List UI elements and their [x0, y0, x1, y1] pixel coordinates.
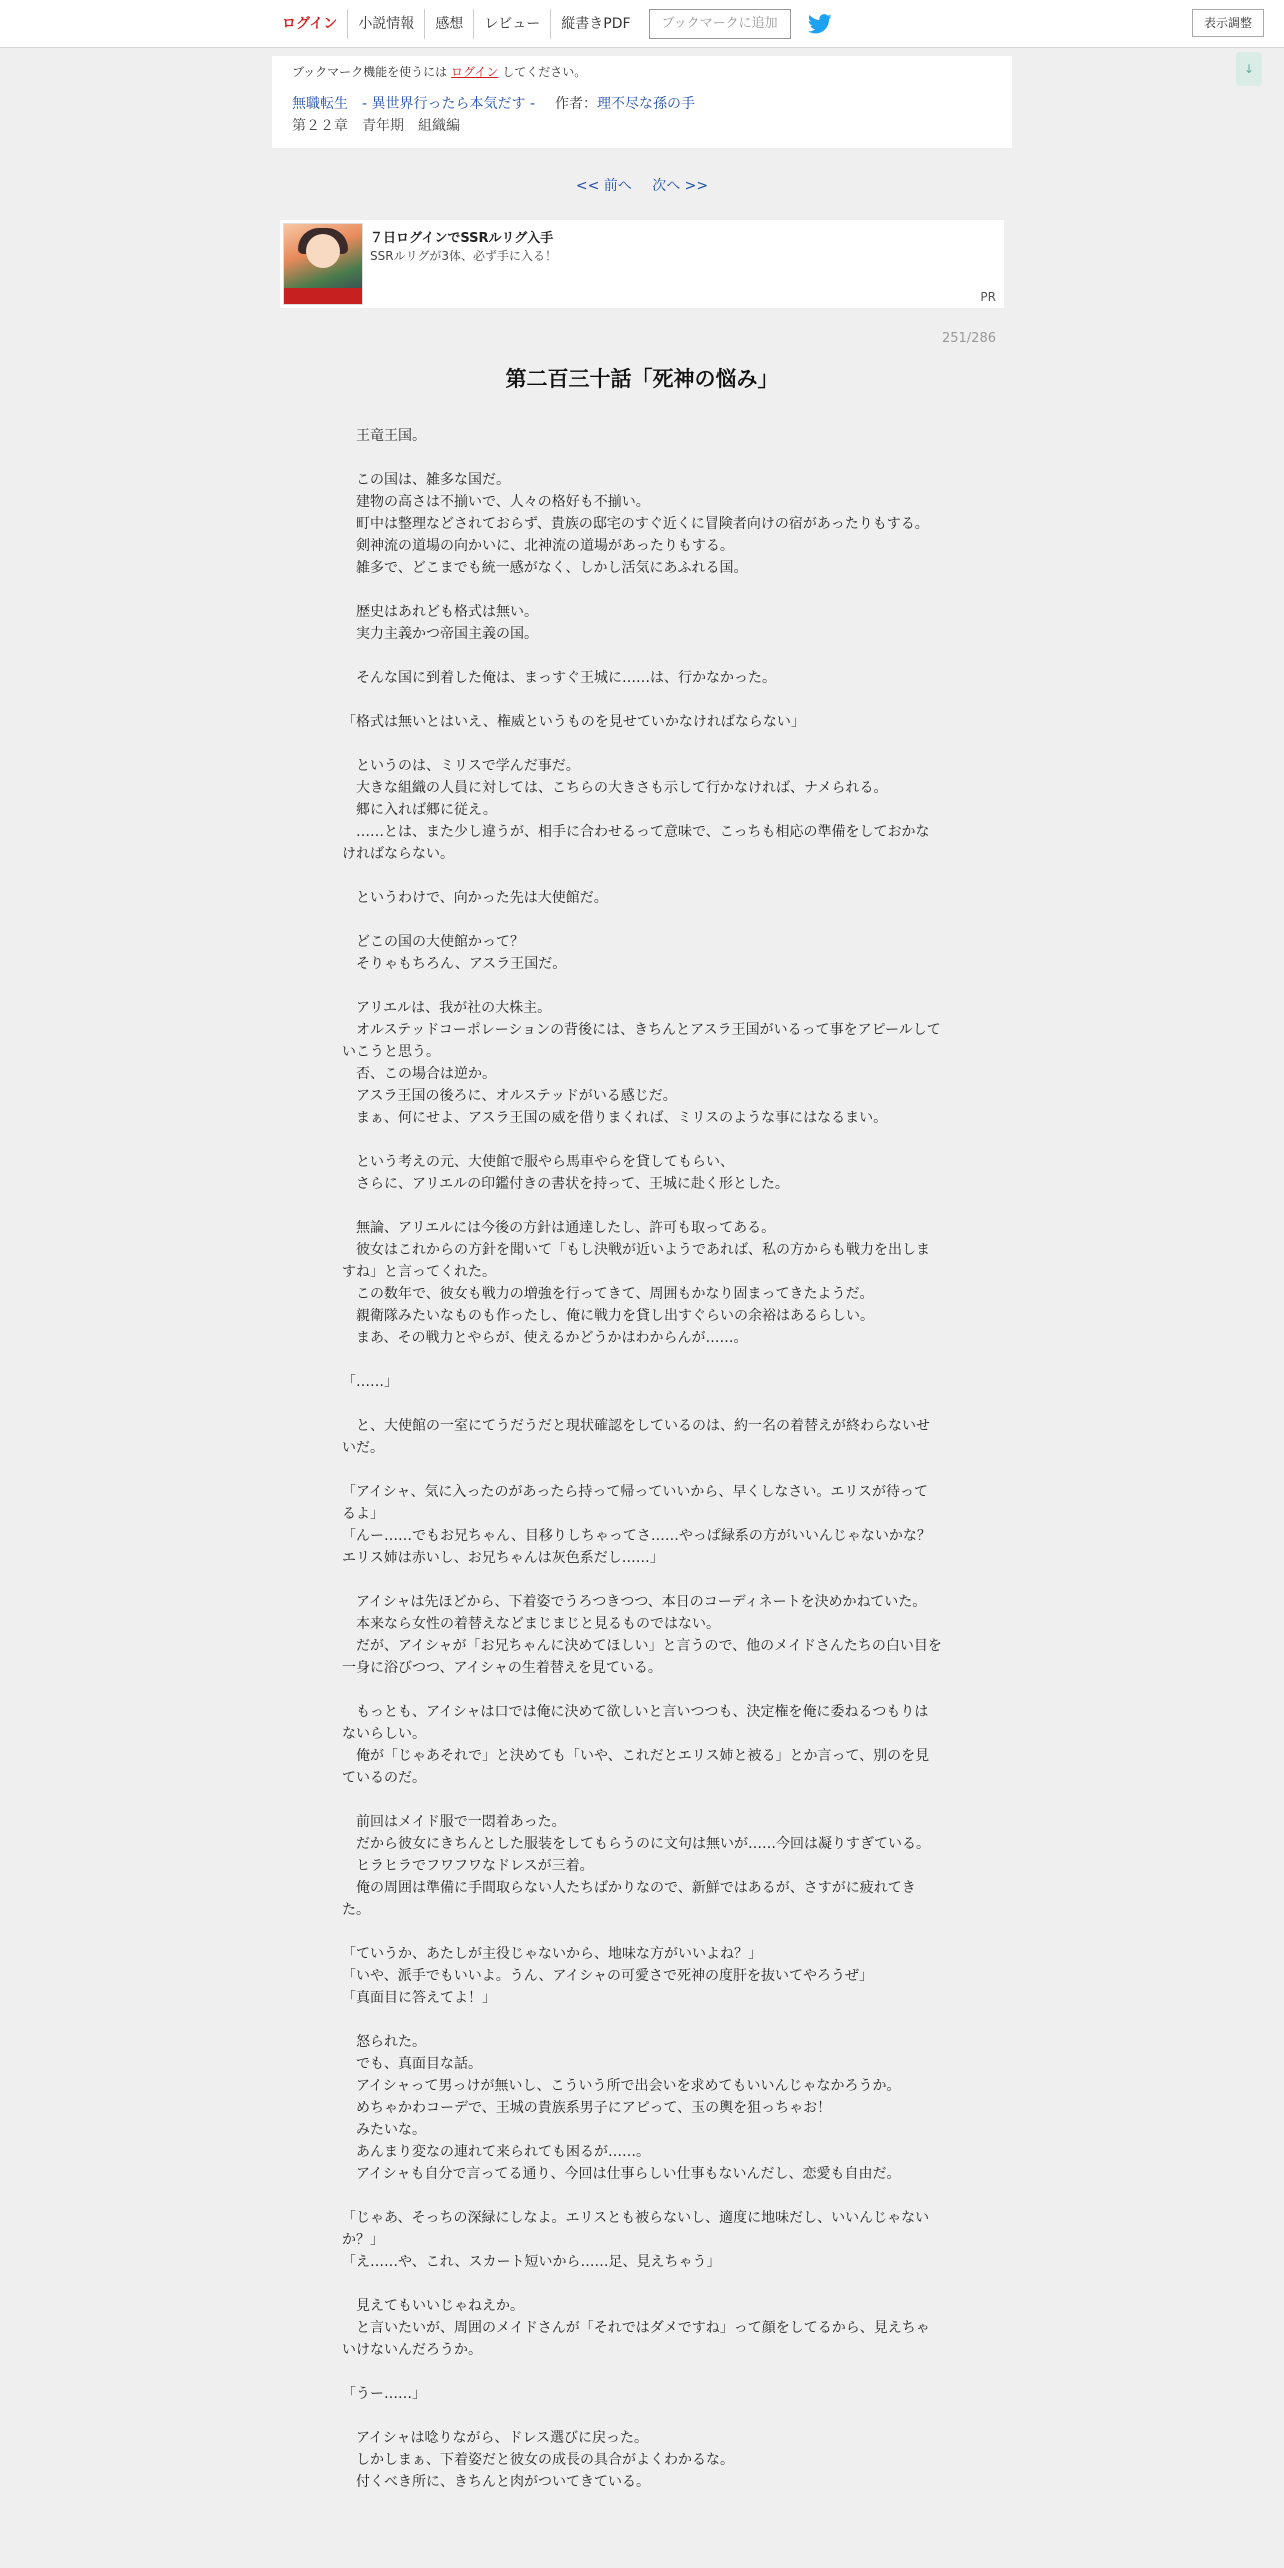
novel-paragraph: アスラ王国の後ろに、オルステッドがいる感じだ。: [342, 1088, 677, 1104]
novel-paragraph: [342, 1195, 942, 1217]
author-link[interactable]: 理不尽な孫の手: [597, 96, 696, 112]
bookmark-notice-text-end: してください。: [502, 65, 587, 79]
novel-paragraph: [342, 2185, 942, 2207]
novel-paragraph: 前回はメイド服で一悶着あった。: [342, 1814, 566, 1830]
novel-paragraph: 歴史はあれども格式は無い。: [342, 604, 538, 620]
ad-image-band: [284, 288, 363, 304]
novel-paragraph: [342, 2009, 942, 2031]
ad-banner[interactable]: [280, 220, 1004, 308]
novel-paragraph: 雑多で、どこまでも統一感がなく、しかし活気にあふれる国。: [342, 560, 748, 576]
novel-paragraph: と、大使館の一室にてうだうだと現状確認をしているのは、約一名の着替えが終わらないせいだ。: [342, 1418, 930, 1456]
novel-paragraph: さらに、アリエルの印鑑付きの書状を持って、王城に赴く形とした。: [342, 1176, 789, 1192]
novel-paragraph: と言いたいが、周囲のメイドさんが「それではダメですね」って顔をしてるから、見えちゃいけないんだろうか。: [342, 2320, 930, 2358]
novel-paragraph: という考えの元、大使館で服やら馬車やらを貸してもらい、: [342, 1154, 734, 1170]
ad-image-face: [306, 234, 340, 268]
nav-menu: [272, 9, 833, 39]
novel-paragraph: というのは、ミリスで学んだ事だ。: [342, 758, 580, 774]
novel-paragraph: しかしまぁ、下着姿だと彼女の成長の具合がよくわかるな。: [342, 2452, 734, 2468]
novel-paragraph: 否、この場合は逆か。: [342, 1066, 496, 1082]
novel-paragraph: [342, 909, 942, 931]
novel-paragraph: オルステッドコーポレーションの背後には、きちんとアスラ王国がいるって事をアピールしていこうと思う。: [342, 1022, 941, 1060]
vertical-pdf-link[interactable]: 縦書きPDF: [550, 9, 640, 39]
next-page-link[interactable]: 次へ >>: [652, 178, 709, 194]
novel-paragraph: 王竜王国。: [342, 428, 426, 444]
novel-paragraph: [342, 579, 942, 601]
novel-paragraph: でも、真面目な話。: [342, 2056, 482, 2072]
novel-paragraph: めちゃかわコーデで、王城の貴族系男子にアピって、玉の輿を狙っちゃお！: [342, 2100, 832, 2116]
novel-paragraph: 「え……や、これ、スカート短いから……足、見えちゃう」: [342, 2254, 721, 2270]
novel-paragraph: ヒラヒラでフワフワなドレスが三着。: [342, 1858, 594, 1874]
ad-subtitle: SSRルリグが3体、必ず手に入る！: [370, 249, 557, 263]
work-title-link[interactable]: 無職転生 - 異世界行ったら本気だす -: [292, 96, 536, 112]
novel-paragraph: 彼女はこれからの方針を聞いて「もし決戦が近いようであれば、私の方からも戦力を出しますね」と言ってくれた。: [342, 1242, 930, 1280]
work-line: [292, 94, 992, 114]
novel-paragraph: だから彼女にきちんとした服装をしてもらうのに文句は無いが……今回は凝りすぎている。: [342, 1836, 930, 1852]
novel-paragraph: だが、アイシャが「お兄ちゃんに決めてほしい」と言うので、他のメイドさんたちの白い目を一身に浴びつつ、アイシャの生着替えを見ている。: [342, 1638, 942, 1676]
scroll-down-icon[interactable]: ↓: [1236, 52, 1262, 86]
novel-paragraph: 本来なら女性の着替えなどまじまじと見るものではない。: [342, 1616, 720, 1632]
novel-paragraph: 「じゃあ、そっちの深緑にしなよ。エリスとも被らないし、適度に地味だし、いいんじゃないか？」: [342, 2210, 930, 2248]
novel-paragraph: 「アイシャ、気に入ったのがあったら持って帰っていいから、早くしなさい。エリスが待ってるよ」: [342, 1484, 929, 1522]
novel-paragraph: 怒られた。: [342, 2034, 426, 2050]
ad-image[interactable]: [283, 223, 363, 305]
novel-paragraph: 剣神流の道場の向かいに、北神流の道場があったりもする。: [342, 538, 734, 554]
top-navigation-bar: [0, 0, 1284, 48]
novel-paragraph: アイシャは唸りながら、ドレス選びに戻った。: [342, 2430, 649, 2446]
novel-body: [342, 425, 945, 2493]
novel-paragraph: 大きな組織の人員に対しては、こちらの大きさも示して行かなければ、ナメられる。: [342, 780, 888, 796]
bookmark-add-button[interactable]: ブックマークに追加: [649, 9, 791, 39]
novel-paragraph: 「格式は無いとはいえ、権威というものを見せていかなければならない」: [342, 714, 805, 730]
bookmark-notice: [292, 64, 992, 80]
bookmark-notice-text: ブックマーク機能を使うには: [292, 65, 448, 79]
novel-paragraph: [342, 1921, 942, 1943]
novel-paragraph: アリエルは、我が社の大株主。: [342, 1000, 552, 1016]
novel-paragraph: アイシャって男っけが無いし、こういう所で出会いを求めてもいいんじゃなかろうか。: [342, 2078, 901, 2094]
pager: [0, 176, 1284, 196]
novel-info-link[interactable]: 小説情報: [347, 9, 424, 39]
novel-paragraph: もっとも、アイシャは口では俺に決めて欲しいと言いつつも、決定権を俺に委ねるつもりはないらしい。: [342, 1704, 929, 1742]
novel-paragraph: 「……」: [342, 1374, 398, 1390]
novel-paragraph: 建物の高さは不揃いで、人々の格好も不揃い。: [342, 494, 650, 510]
novel-paragraph: 無論、アリエルには今後の方針は通達したし、許可も取ってある。: [342, 1220, 776, 1236]
novel-paragraph: みたいな。: [342, 2122, 426, 2138]
novel-paragraph: [342, 1459, 942, 1481]
bookmark-login-link[interactable]: ログイン: [451, 65, 499, 79]
novel-paragraph: [342, 1679, 942, 1701]
author-label: 作者：: [555, 96, 598, 112]
novel-paragraph: [342, 733, 942, 755]
twitter-icon[interactable]: [807, 11, 833, 37]
novel-paragraph: [342, 2273, 942, 2295]
novel-paragraph: 「ていうか、あたしが主役じゃないから、地味な方がいいよね？」: [342, 1946, 762, 1962]
novel-paragraph: [342, 2361, 942, 2383]
display-settings-button[interactable]: 表示調整: [1192, 9, 1264, 37]
novel-paragraph: 俺の周囲は準備に手間取らない人たちばかりなので、新鮮ではあるが、さすがに疲れてきた。: [342, 1880, 916, 1918]
novel-paragraph: 「うー……」: [342, 2386, 426, 2402]
novel-info-box: [272, 56, 1012, 148]
novel-paragraph: 見えてもいいじゃねえか。: [342, 2298, 524, 2314]
novel-paragraph: [342, 1569, 942, 1591]
novel-paragraph: 郷に入れば郷に従え。: [342, 802, 497, 818]
novel-paragraph: 親衛隊みたいなものも作ったし、俺に戦力を貸し出すぐらいの余裕はあるらしい。: [342, 1308, 874, 1324]
novel-paragraph: アイシャも自分で言ってる通り、今回は仕事らしい仕事もないんだし、恋愛も自由だ。: [342, 2166, 901, 2182]
novel-paragraph: そんな国に到着した俺は、まっすぐ王城に……は、行かなかった。: [342, 670, 776, 686]
novel-paragraph: [342, 975, 942, 997]
novel-paragraph: 付くべき所に、きちんと肉がついてきている。: [342, 2474, 650, 2490]
episode-counter: 251/286: [941, 331, 996, 346]
novel-paragraph: まぁ、何にせよ、アスラ王国の威を借りまくれば、ミリスのような事にはなるまい。: [342, 1110, 888, 1126]
novel-paragraph: 「いや、派手でもいいよ。うん、アイシャの可愛さで死神の度肝を抜いてやろうぜ」: [342, 1968, 874, 1984]
novel-paragraph: [342, 865, 942, 887]
novel-paragraph: ……とは、また少し違うが、相手に合わせるって意味で、こっちも相応の準備をしておかなければならない。: [342, 824, 930, 862]
novel-paragraph: あんまり変なの連れて来られても困るが……。: [342, 2144, 650, 2160]
novel-paragraph: そりゃもちろん、アスラ王国だ。: [342, 956, 567, 972]
novel-paragraph: というわけで、向かった先は大使館だ。: [342, 890, 608, 906]
novel-paragraph: 俺が「じゃあそれで」と決めても「いや、これだとエリス姉と被る」とか言って、別のを見ているのだ。: [342, 1748, 930, 1786]
novel-paragraph: [342, 1349, 942, 1371]
novel-paragraph: どこの国の大使館かって？: [342, 934, 524, 950]
review-link[interactable]: レビュー: [473, 9, 550, 39]
login-link[interactable]: ログイン: [282, 16, 338, 32]
episode-title: 第二百三十話「死神の悩み」: [505, 367, 779, 391]
novel-paragraph: 「真面目に答えてよ！」: [342, 1990, 496, 2006]
novel-paragraph: [342, 447, 942, 469]
chapter-title: 第２２章 青年期 組織編: [292, 118, 460, 134]
novel-paragraph: [342, 1129, 942, 1151]
novel-paragraph: 町中は整理などされておらず、貴族の邸宅のすぐ近くに冒険者向けの宿があったりもする。: [342, 516, 929, 532]
novel-paragraph: 「んー……でもお兄ちゃん、目移りしちゃってさ……やっぱ緑系の方がいいんじゃないかな？ エリス姉は赤いし、お兄ちゃんは灰色系だし……」: [342, 1528, 945, 1566]
novel-paragraph: [342, 645, 942, 667]
novel-paragraph: この国は、雑多な国だ。: [342, 472, 510, 488]
novel-paragraph: [342, 1789, 942, 1811]
prev-page-link[interactable]: << 前へ: [575, 178, 632, 194]
ad-title[interactable]: ７日ログインでSSRルリグ入手: [370, 231, 554, 246]
novel-paragraph: [342, 689, 942, 711]
novel-paragraph: この数年で、彼女も戦力の増強を行ってきて、周囲もかなり固まってきたようだ。: [342, 1286, 874, 1302]
impressions-link[interactable]: 感想: [424, 9, 473, 39]
novel-paragraph: アイシャは先ほどから、下着姿でうろつきつつ、本日のコーディネートを決めかねていた。: [342, 1594, 927, 1610]
novel-paragraph: [342, 2405, 942, 2427]
ad-pr-label: PR: [980, 290, 996, 304]
novel-paragraph: まあ、その戦力とやらが、使えるかどうかはわからんが……。: [342, 1330, 748, 1346]
novel-paragraph: 実力主義かつ帝国主義の国。: [342, 626, 538, 642]
novel-paragraph: [342, 1393, 942, 1415]
